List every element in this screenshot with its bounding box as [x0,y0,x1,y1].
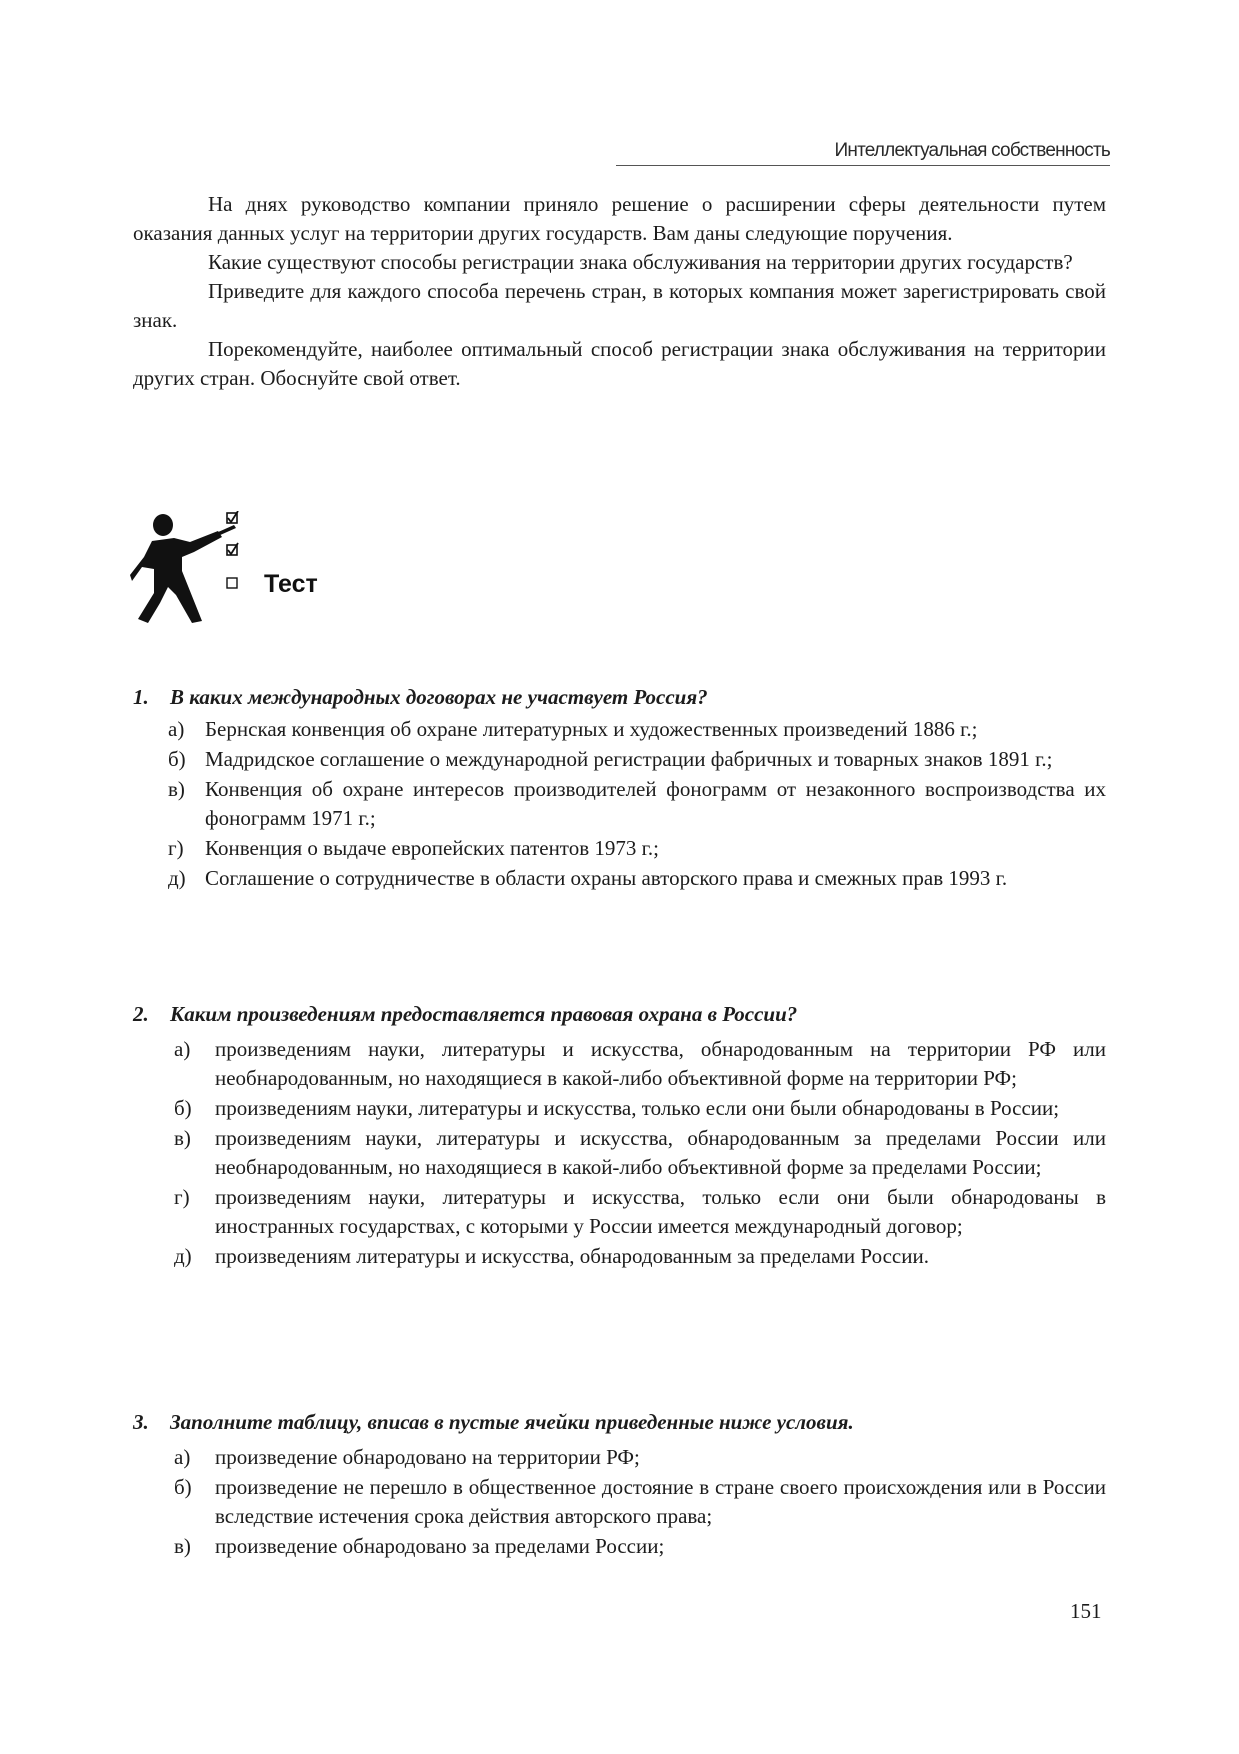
intro-paragraph: На днях руководство компании приняло решение о расширении сферы деятельности путем оказания данных услуг на территории других государств. Вам даны следующие поручения. [133,192,1106,245]
intro-text [133,190,1106,393]
question-number: 2. [133,1002,149,1026]
answer-option: в) произведение обнародовано за пределами России; [174,1534,665,1558]
question-1 [133,683,1106,894]
answer-option: а) Бернская конвенция об охране литературных и художественных произведений 1886 г.; [168,717,978,741]
person-checklist-icon [130,511,250,627]
question-text: Каким произведениям предоставляется правовая охрана в России? [170,1002,798,1026]
answer-option: г) Конвенция о выдаче европейских патентов 1973 г.; [168,836,659,860]
answer-option: г) произведениям науки, литературы и искусства, только если они были обнародованы в иностранных государствах, с которыми у России имеется международный договор; [174,1185,1106,1238]
answer-option: д) произведениям литературы и искусства, обнародованным за пределами России. [174,1244,929,1268]
question-heading [133,683,1106,712]
answer-option: а) произведениям науки, литературы и искусства, обнародованным на территории РФ или необнародованным, но находящиеся в какой-либо объективной форме на территории РФ; [174,1037,1106,1090]
intro-paragraph: Приведите для каждого способа перечень стран, в которых компания может зарегистрировать свой знак. [133,279,1106,332]
running-head: Интеллектуальная собственность [616,140,1110,166]
answer-option: б) Мадридское соглашение о международной регистрации фабричных и товарных знаков 1891 г.; [168,747,1053,771]
intro-paragraph: Порекомендуйте, наиболее оптимальный способ регистрации знака обслуживания на территории других стран. Обоснуйте свой ответ. [133,337,1106,390]
answer-option: б) произведение не перешло в общественное достояние в стране своего происхождения или в России вследствие истечения срока действия авторского права; [174,1475,1106,1528]
test-title: Тест [264,570,318,598]
question-number: 3. [133,1410,149,1434]
question-number: 1. [133,685,149,709]
intro-paragraph: Какие существуют способы регистрации знака обслуживания на территории других государств? [208,250,1073,274]
question-3 [133,1408,1106,1562]
answer-option: в) произведениям науки, литературы и искусства, обнародованным за пределами России или необнародованным, но находящиеся в какой-либо объективной форме за пределами России; [174,1126,1106,1179]
question-2 [133,1000,1106,1272]
question-text: В каких международных договорах не участвует Россия? [170,685,708,709]
answer-option: в) Конвенция об охране интересов производителей фонограмм от незаконного воспроизводства их фонограмм 1971 г.; [168,777,1106,830]
question-heading [133,1000,1106,1029]
answer-option: д) Соглашение о сотрудничестве в области охраны авторского права и смежных прав 1993 г. [168,866,1008,890]
answer-option: а) произведение обнародовано на территории РФ; [174,1445,640,1469]
question-text: Заполните таблицу, вписав в пустые ячейки приведенные ниже условия. [170,1410,854,1434]
question-heading [133,1408,1106,1437]
page-number: 151 [1070,1599,1102,1623]
answer-option: б) произведениям науки, литературы и искусства, только если они были обнародованы в России; [174,1096,1060,1120]
